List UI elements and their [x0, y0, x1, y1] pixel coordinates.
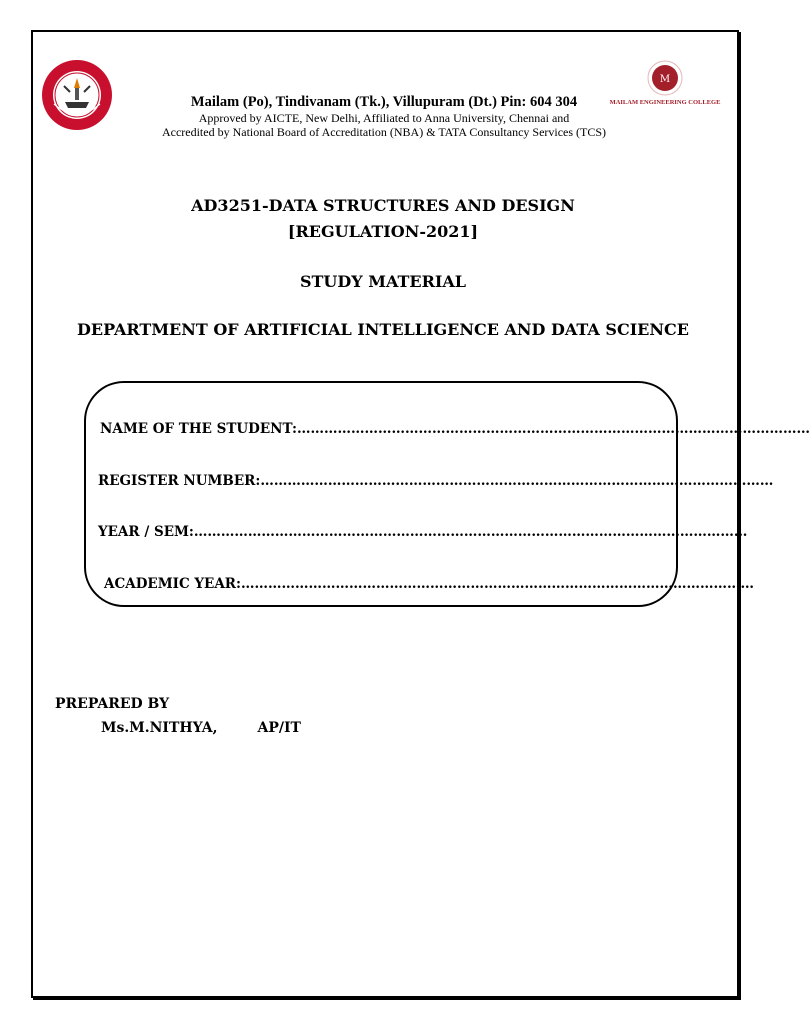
preparer-line — [101, 720, 301, 736]
prepared-by-label: PREPARED BY — [55, 696, 170, 712]
approval-line: Approved by AICTE, New Delhi, Affiliated to Anna University, Chennai and — [198, 111, 570, 125]
fill-line: …………………………………………………………………………………………………… — [241, 576, 754, 592]
field-label: NAME OF THE STUDENT: — [100, 421, 298, 437]
academic-year-field[interactable] — [104, 576, 754, 592]
college-address: Mailam (Po), Tindivanam (Tk.), Villupuram (Dt.) Pin: 604 304 — [190, 94, 578, 110]
svg-text:MAILAM ENGINEERING COLLEGE: MAILAM ENGINEERING COLLEGE — [609, 99, 721, 106]
course-code: AD3251-DATA STRUCTURES AND DESIGN — [191, 196, 575, 215]
course-title — [31, 193, 735, 245]
field-label: REGISTER NUMBER: — [98, 473, 261, 489]
preparer-name: Ms.M.NITHYA, — [101, 720, 218, 736]
register-number-field[interactable] — [98, 473, 774, 489]
year-sem-field[interactable] — [98, 524, 748, 540]
fill-line: …………………………………………………………………………………………………………… — [193, 524, 748, 540]
student-name-field[interactable] — [100, 421, 810, 437]
student-details-box — [84, 381, 810, 607]
field-label: ACADEMIC YEAR: — [104, 576, 241, 592]
college-seal-icon — [40, 58, 114, 132]
department-name: DEPARTMENT OF ARTIFICIAL INTELLIGENCE AND DATA SCIENCE — [77, 320, 689, 339]
accreditation-line: Accredited by National Board of Accreditation (NBA) & TATA Consultancy Services (TCS) — [161, 125, 607, 139]
regulation: [REGULATION-2021] — [287, 222, 479, 241]
svg-text:M: M — [659, 74, 671, 85]
study-material-label: STUDY MATERIAL — [299, 272, 467, 291]
college-header — [120, 93, 648, 139]
fill-line: …………………………………………………………………………………………………… — [297, 421, 810, 437]
preparer-role: AP/IT — [257, 720, 301, 736]
fill-line: …………………………………………………………………………………………………… — [260, 473, 774, 489]
field-label: YEAR / SEM: — [98, 524, 194, 540]
